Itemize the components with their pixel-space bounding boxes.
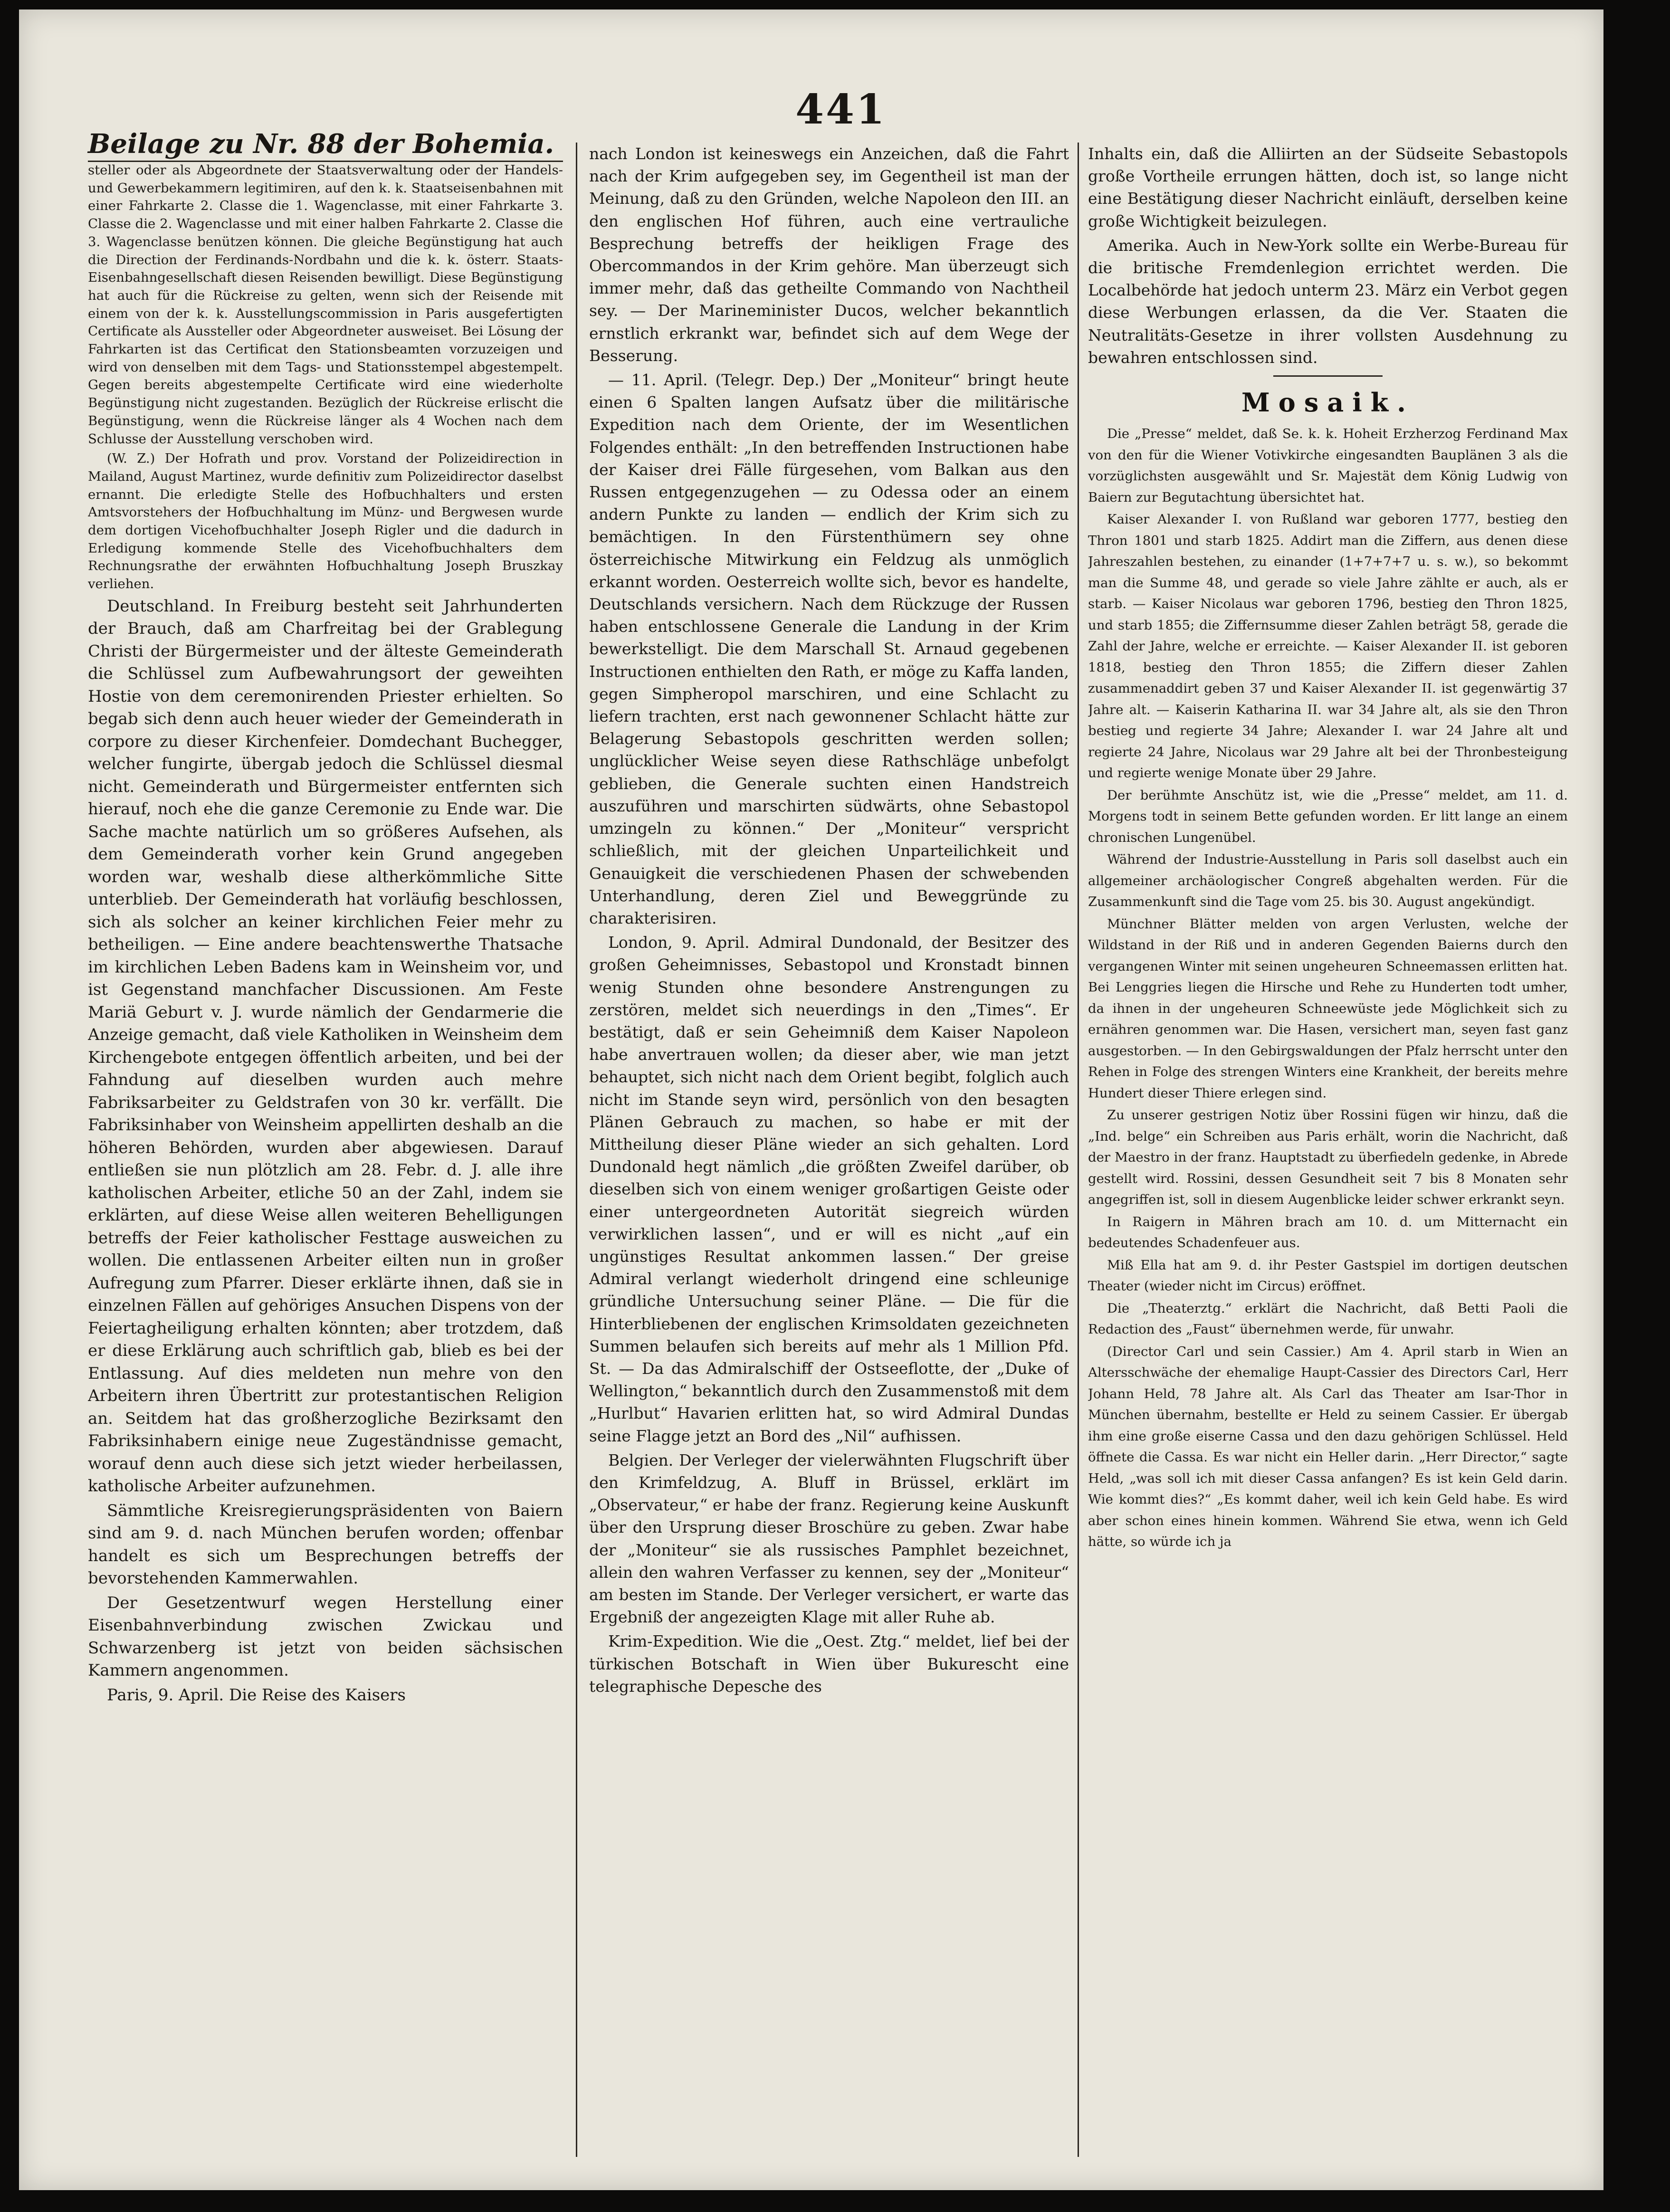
article-london-dundonald: London, 9. April. Admiral Dundonald, der Besitzer des großen Geheimnisses, Sebastopol und Kronstadt binnen wenig Stunden ohne besondere Anstrengungen zu zerstören, meldet sich neuerdings in den „Times“. Er bestätigt, daß er sein Geheimniß dem Kaiser Napoleon habe anvertrauen wollen; da dieser aber, wie man jetzt behauptet, sich nicht nach dem Orient begibt, folglich auch nicht im Stande seyn wird, persönlich von den besagten Plänen Gebrauch zu machen, so habe er mit der Mittheilung dieser Pläne wieder an sich gehalten. Lord Dundonald hegt nämlich „die größten Zweifel darüber, ob dieselben sich von einem weniger großartigen Geiste oder einer untergeordneten Autorität siegreich würden verwirklichen lassen“, und er will es nicht „auf ein ungünstiges Resultat ankommen lassen.“ Der greise Admiral verlangt wiederholt dringend eine schleunige gründliche Untersuchung seiner Pläne. — Die für die Hinterbliebenen der englischen Krimsoldaten gezeichneten Summen belaufen sich bereits auf mehr als 1 Million Pfd. St. — Da das Admiralschiff der Ostseeflotte, der „Duke of Wellington,“ bekanntlich durch den Zusammenstoß mit dem „Hurlbut“ Havarien erlitten hat, so wird Admiral Dundas seine Flagge jetzt an Bord des „Nil“ aufhissen. xyxy=(589,933,1069,1445)
article-railway-tickets: steller oder als Abgeordnete der Staatsverwaltung oder der Handels- und Gewerbekammern legitimiren, auf den k. k. Staatseisenbahnen mit einer Fahrkarte 2. Classe die 1. Wagenclasse, mit einer Fahrkarte 3. Classe die 2. Wagenclasse und mit einer halben Fahrkarte 2. Classe die 3. Wagenclasse benützen können. Die gleiche Begünstigung hat auch die Direction der Ferdinands-Nordbahn und die k. k. österr. Staats-Eisenbahngesellschaft diesen Reisenden bewilligt. Diese Begünstigung hat auch für die Rückreise zu gelten, wenn sich der Reisende mit einem von der k. k. Ausstellungscommission in Paris ausgefertigten Certificate als Aussteller oder Abgeordneter ausweiset. Bei Lösung der Fahrkarten ist das Certificat den Stationsbeamten vorzuzeigen und wird von denselben mit dem Tags- und Stationsstempel abgestempelt. Gegen bereits abgestempelte Certificate wird eine wiederholte Begünstigung nicht zugestanden. Bezüglich der Rückreise erlischt die Begünstigung, wenn die Rückreise länger als 4 Wochen nach dem Schlusse der Ausstellung verschoben wird. xyxy=(88,162,563,447)
article-moniteur-expedition: — 11. April. (Telegr. Dep.) Der „Moniteur“ bringt heute einen 6 Spalten langen Aufsatz über die militärische Expedition nach dem Oriente, der im Wesentlichen Folgendes enthält: „In den betreffenden Instructionen habe der Kaiser drei Fälle fürgesehen, vom Balkan aus den Russen entgegenzugehen — zu Odessa oder an einem andern Punkte zu landen — endlich der Krim sich zu bemächtigen. In den Fürstenthümern sey ohne österreichische Mitwirkung ein Feldzug als unmöglich erkannt worden. Oesterreich wollte sich, bevor es handelte, Deutschlands versichern. Nach dem Rückzuge der Russen haben entschlossene Generale die Landung in der Krim bewerkstelligt. Die dem Marschall St. Arnaud gegebenen Instructionen enthielten den Rath, er möge zu Kaffa landen, gegen Simpheropol marschiren, und eine Schlacht zu liefern trachten, erst nach gewonnener Schlacht hätte zur Belagerung Sebastopols geschritten werden sollen; unglücklicher Weise seyen diese Rathschläge unbefolgt geblieben, die Generale suchten einen Handstreich auszuführen und marschirten südwärts, ohne Sebastopol umzingeln zu können.“ Der „Moniteur“ verspricht schließlich, mit der gleichen Unparteilichkeit und Genauigkeit die verschiedenen Phasen der schwebenden Unterhandlung, deren Ziel und Beweggründe zu charakterisiren. xyxy=(589,371,1069,927)
article-america: Amerika. Auch in New-York sollte ein Werbe-Bureau für die britische Fremdenlegion errichtet werden. Die Localbehörde hat jedoch unterm 23. März ein Verbot gegen diese Werbungen erlassen, da die Ver. Staaten die Neutralitäts-Gesetze in ihrer vollsten Ausdehnung zu bewahren entschlossen sind. xyxy=(1088,236,1568,367)
mosaic-item: In Raigern in Mähren brach am 10. d. um Mitternacht ein bedeutendes Schadenfeuer aus. xyxy=(1088,1214,1568,1251)
article-saxony-railway: Der Gesetzentwurf wegen Herstellung einer Eisenbahnverbindung zwischen Zwickau und Schwarzenberg ist jetzt von beiden sächsischen Kammern angenommen. xyxy=(88,1593,563,1680)
mosaic-item: Die „Presse“ meldet, daß Se. k. k. Hoheit Erzherzog Ferdinand Max von den für die Wiener Votivkirche eingesandten Bauplänen 3 als die vorzüglichsten ausgewählt und Sr. Majestät dem König Ludwig von Baiern zur Begutachtung übersichtet hat. xyxy=(1088,426,1568,505)
mosaic-item: Miß Ella hat am 9. d. ihr Pester Gastspiel im dortigen deutschen Theater (wieder nicht im Circus) eröffnet. xyxy=(1088,1257,1568,1294)
mosaic-item: Kaiser Alexander I. von Rußland war geboren 1777, bestieg den Thron 1801 und starb 1825. Addirt man die Ziffern, aus denen diese Jahreszahlen bestehen, zu einander (1+7+7+7 u. s. w.), so bekommt man die Summe 48, und gerade so viele Jahre zählte er auch, als er starb. — Kaiser Nicolaus war geboren 1796, bestieg den Thron 1825, und starb 1855; die Ziffernsumme dieser Zahlen beträgt 58, gerade die Zahl der Jahre, welche er erreichte. — Kaiser Alexander II. ist geboren 1818, bestieg den Thron 1855; die Ziffern dieser Zahlen zusammenaddirt geben 37 und Kaiser Alexander II. ist gegenwärtig 37 Jahre alt. — Kaiserin Katharina II. war 34 Jahre alt, als sie den Thron bestieg und regierte 34 Jahre; Alexander I. war 24 Jahre alt und regierte 24 Jahre, Nicolaus war 29 Jahre alt bei der Thronbesteigung und regierte wenige Monate über 29 Jahre. xyxy=(1088,512,1568,781)
article-germany-freiburg: Deutschland. In Freiburg besteht seit Jahrhunderten der Brauch, daß am Charfreitag bei der Grablegung Christi der Bürgermeister und der älteste Gemeinderath die Schlüssel zum Aufbewahrungsort der geweihten Hostie von dem ceremonirenden Priester erhielten. So begab sich denn auch heuer wieder der Gemeinderath in corpore zu dieser Kirchenfeier. Domdechant Buchegger, welcher fungirte, übergab jedoch die Schlüssel diesmal nicht. Gemeinderath und Bürgermeister entfernten sich hierauf, noch ehe die ganze Ceremonie zu Ende war. Die Sache machte natürlich um so größeres Aufsehen, als dem Gemeinderath vorher kein Grund angegeben worden war, weshalb diese altherkömmliche Sitte unterblieb. Der Gemeinderath hat vorläufig beschlossen, sich als solcher an keiner kirchlichen Feier mehr zu betheiligen. — Eine andere beachtenswerthe Thatsache im kirchlichen Leben Badens kam in Weinsheim vor, und ist Gegenstand manchfacher Discussionen. Am Feste Mariä Geburt v. J. wurde nämlich der Gendarmerie die Anzeige gemacht, daß viele Katholiken in Weinsheim dem Kirchengebote entgegen öffentlich arbeiten, und bei der Fahndung auf dieselben wurden auch mehre Fabriksarbeiter zu Geldstrafen von 30 kr. verfällt. Die Fabriksinhaber von Weinsheim appellirten deshalb an die höheren Behörden, wurden aber abgewiesen. Darauf entließen sie nun plötzlich am 28. Febr. d. J. alle ihre katholischen Arbeiter, etliche 50 an der Zahl, indem sie erklärten, auf diese Weise allen weiteren Behelligungen betreffs der Feier katholischer Festtage ausweichen zu wollen. Die entlassenen Arbeiter eilten nun in großer Aufregung zum Pfarrer. Dieser erklärte ihnen, daß sie in einzelnen Fällen auf gehöriges Ansuchen Dispens von der Feiertagheiligung erhalten könnten; aber trotzdem, daß er diese Erklärung auch schriftlich gab, blieb es bei der Entlassung. Auf dies meldeten nun mehre von den Arbeitern ihren Übertritt zur protestantischen Religion an. Seitdem hat das großherzogliche Bezirksamt den Fabriksinhabern einige neue Zugeständnisse gemacht, worauf denn auch diese sich jetzt wieder herbeilassen, katholische Arbeiter aufzunehmen. xyxy=(88,596,563,1496)
page-number: 441 xyxy=(795,86,887,133)
article-paris-continued: nach London ist keineswegs ein Anzeichen, daß die Fahrt nach der Krim aufgegeben sey, im Gegentheil ist man der Meinung, daß zu den Gründen, welche Napoleon den III. an den englischen Hof führen, auch eine vertrauliche Besprechung betreffs der heikligen Frage des Obercommandos in der Krim gehöre. Man überzeugt sich immer mehr, daß das getheilte Commando von Nachtheil sey. — Der Marineminister Ducos, welcher bekanntlich ernstlich erkrankt war, befindet sich auf dem Wege der Besserung. xyxy=(589,144,1069,365)
mosaic-item: Der berühmte Anschütz ist, wie die „Presse“ meldet, am 11. d. Morgens todt in seinem Bette gefunden worden. Er litt lange an einem chronischen Lungenübel. xyxy=(1088,787,1568,845)
article-crimea-expedition: Krim-Expedition. Wie die „Oest. Ztg.“ meldet, lief bei der türkischen Botschaft in Wien über Bukurescht eine telegraphische Depesche des xyxy=(589,1632,1069,1696)
article-crimea-continued: Inhalts ein, daß die Alliirten an der Südseite Sebastopols große Vortheile errungen hätten, doch ist, so lange nicht eine Bestätigung dieser Nachricht einläuft, derselben keine große Wichtigkeit beizulegen. xyxy=(1088,144,1568,230)
column-1 xyxy=(88,162,563,2147)
column-2 xyxy=(589,143,1069,2128)
supplement-title: Beilage zu Nr. 88 der Bohemia. xyxy=(88,128,554,160)
mosaic-item: Zu unserer gestrigen Notiz über Rossini fügen wir hinzu, daß die „Ind. belge“ ein Schreiben aus Paris erhält, worin die Nachricht, daß der Maestro in der franz. Hauptstadt zu überfiedeln gedenke, in Abrede gestellt wird. Rossini, dessen Gesundheit seit 7 bis 8 Monaten sehr angegriffen ist, soll in diesem Augenblicke leider schwer erkrankt seyn. xyxy=(1088,1107,1568,1208)
mosaic-item: Münchner Blätter melden von argen Verlusten, welche der Wildstand in der Riß und in anderen Gegenden Baierns durch den vergangenen Winter mit seinen ungeheuren Schneemassen erlitten hat. Bei Lenggries liegen die Hirsche und Rehe zu Hunderten todt umher, da ihnen in der ungeheuren Schneewüste jede Möglichkeit sich zu ernähren genommen war. Die Hasen, versichert man, seyen fast ganz ausgestorben. — In den Gebirgswaldungen der Pfalz herrscht unter den Rehen in Folge des strengen Winters eine Krankheit, der bereits mehre Hundert dieser Thiere erlegen sind. xyxy=(1088,916,1568,1101)
column-divider-2 xyxy=(1078,143,1079,2157)
mosaic-heading: Mosaik. xyxy=(1241,387,1414,418)
mosaic-item: Während der Industrie-Ausstellung in Paris soll daselbst auch ein allgemeiner archäologischer Congreß abgehalten werden. Für die Zusammenkunft sind die Tage vom 25. bis 30. August angekündigt. xyxy=(1088,852,1568,910)
column-divider-1 xyxy=(576,143,577,2157)
column-3 xyxy=(1088,143,1568,2128)
article-paris-start: Paris, 9. April. Die Reise des Kaisers xyxy=(107,1685,406,1705)
article-bavaria-presidents: Sämmtliche Kreisregierungspräsidenten von Baiern sind am 9. d. nach München berufen worden; offenbar handelt es sich um Besprechungen betreffs der bevorstehenden Kammerwahlen. xyxy=(88,1501,563,1588)
section-divider xyxy=(1273,375,1383,377)
article-appointments: (W. Z.) Der Hofrath und prov. Vorstand der Polizeidirection in Mailand, August Martinez, wurde definitiv zum Polizeidirector daselbst ernannt. Die erledigte Stelle des Hofbuchhalters und ersten Amtsvorstehers der Hofbuchhaltung im Münz- und Bergwesen wurde dem dortigen Vicehofbuchhalter Joseph Rigler und die dadurch in Erledigung kommende Stelle des Vicehofbuchhalters dem Rechnungsrathe der erwähnten Hofbuchhaltung Joseph Bruszkay verliehen. xyxy=(88,451,563,592)
mosaic-item: Die „Theaterztg.“ erklärt die Nachricht, daß Betti Paoli die Redaction des „Faust“ übernehmen werde, für unwahr. xyxy=(1088,1300,1568,1337)
mosaic-item: (Director Carl und sein Cassier.) Am 4. April starb in Wien an Altersschwäche der ehemalige Haupt-Cassier des Directors Carl, Herr Johann Held, 78 Jahre alt. Als Carl das Theater am Isar-Thor in München übernahm, bestellte er Held zu seinem Cassier. Er übergab ihm eine große eiserne Cassa und den dazu gehörigen Schlüssel. Held öffnete die Cassa. Es war nicht ein Heller darin. „Herr Director,“ sagte Held, „was soll ich mit dieser Cassa anfangen? Es ist kein Geld darin. Wie kommt dies?“ „Es kommt daher, weil ich kein Geld habe. Es wird aber schon eines hinein kommen. Während Sie etwa, wenn ich Geld hätte, so würde ich ja xyxy=(1088,1344,1568,1550)
article-belgium: Belgien. Der Verleger der vielerwähnten Flugschrift über den Krimfeldzug, A. Bluff in Brüssel, erklärt im „Observateur,“ er habe der franz. Regierung keine Auskunft über den Ursprung dieser Broschüre zu geben. Zwar habe der „Moniteur“ sie als russisches Pamphlet bezeichnet, allein den wahren Verfasser zu kennen, sey der „Moniteur“ am besten im Stande. Der Verleger versichert, er warte das Ergebniß der angezeigten Klage mit aller Ruhe ab. xyxy=(589,1450,1069,1627)
